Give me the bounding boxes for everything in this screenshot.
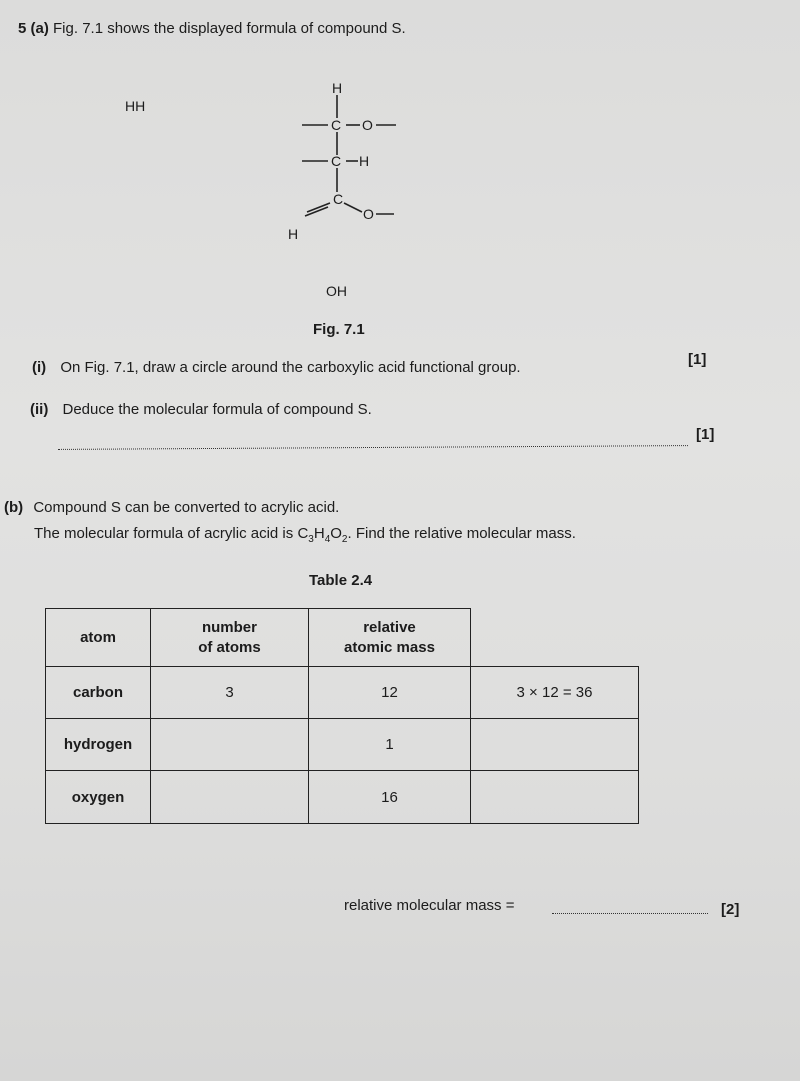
part-b [4,499,339,516]
question-number: 5 (a) [18,20,49,37]
row-mass-carbon: 12 [309,667,471,719]
part-a-i [32,359,521,376]
structure-hh-label: HH [125,98,146,114]
header-mass-line2: atomic mass [344,638,435,656]
answer-line-molecular-formula[interactable] [58,445,688,450]
header-empty [471,609,639,667]
structure-h2: H [359,153,370,169]
row-atom-hydrogen: hydrogen [46,719,151,771]
structure-o2: O [363,206,374,222]
table-row [46,719,639,771]
structure-oh: OH [326,283,347,299]
part-b-formula-suffix: . Find the relative molecular mass. [347,525,576,542]
structure-c1: C [331,117,342,133]
part-a-ii-mark: [1] [696,426,715,443]
row-atom-oxygen: oxygen [46,771,151,824]
header-number-line2: of atoms [198,638,261,656]
question-intro-text: Fig. 7.1 shows the displayed formula of compound S. [53,20,406,37]
table-row [46,771,639,824]
part-b-label: (b) [4,499,24,516]
row-calc-oxygen[interactable] [471,771,639,824]
answer-label: relative molecular mass = [344,897,515,914]
row-atom-carbon: carbon [46,667,151,719]
header-mass-line1: relative [363,618,416,636]
row-mass-oxygen: 16 [309,771,471,824]
part-a-i-text: On Fig. 7.1, draw a circle around the carboxylic acid functional group. [60,359,521,376]
row-number-hydrogen[interactable] [151,719,309,771]
part-a-ii-label: (ii) [30,401,49,418]
row-mass-hydrogen: 1 [309,719,471,771]
row-number-carbon: 3 [151,667,309,719]
figure-caption: Fig. 7.1 [313,321,365,338]
row-calc-hydrogen[interactable] [471,719,639,771]
answer-line-relative-molecular-mass[interactable] [552,913,708,914]
table-header-row [46,609,639,667]
part-b-text: Compound S can be converted to acrylic acid. [33,499,340,516]
part-a-ii [30,401,372,418]
header-relative-atomic-mass [309,609,471,667]
header-number-line1: number [201,618,257,636]
part-a-ii-text: Deduce the molecular formula of compound S. [62,401,372,418]
structure-c3: C [333,191,344,207]
bond-c3-o2 [344,203,362,212]
part-b-formula-prefix: The molecular formula of acrylic acid is [34,525,298,542]
part-a-i-mark: [1] [688,351,707,368]
relative-mass-table [45,608,639,824]
structure-bottom-h: H [288,226,299,242]
header-number-of-atoms [151,609,309,667]
acrylic-acid-formula: $C_3H_4O_2$ [297,525,348,545]
part-a-i-label: (i) [32,359,47,376]
structure-o1: O [362,117,373,133]
header-atom: atom [46,609,151,667]
part-b-formula-line [34,525,576,545]
structure-top-h: H [332,80,343,96]
table-caption: Table 2.4 [309,572,373,589]
table-row [46,667,639,719]
structure-bonds [0,0,800,330]
structure-c2: C [331,153,342,169]
answer-mark: [2] [721,901,740,918]
row-number-oxygen[interactable] [151,771,309,824]
row-calc-carbon: 3 × 12 = 36 [471,667,639,719]
